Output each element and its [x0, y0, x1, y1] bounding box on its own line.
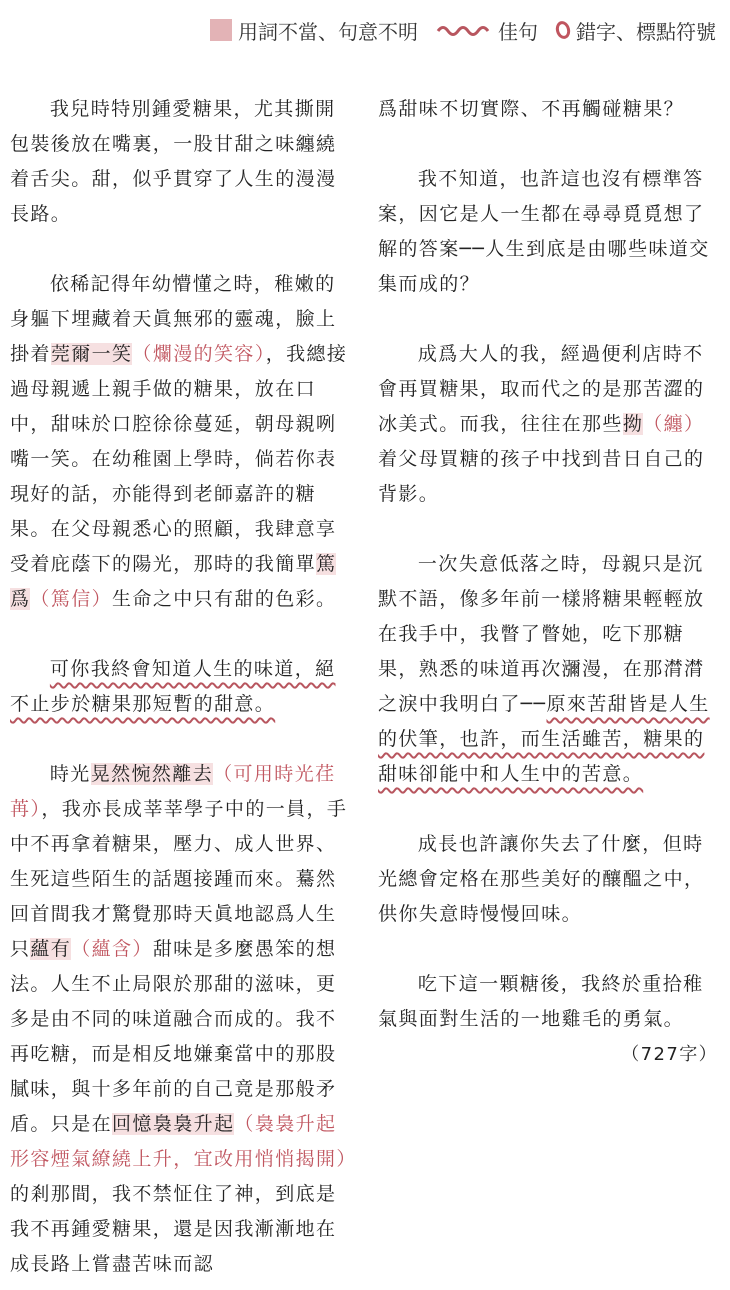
flagged-phrase: 篤爲: [10, 553, 337, 610]
legend-good-label: 佳句: [498, 19, 538, 44]
text: 成爲大人的我，經過便利店時不會再買糖果，取而代之的是那苦澀的冰美式。而我，往往在那些: [378, 343, 705, 435]
circle-mark-icon: [554, 19, 572, 40]
word-count: （727字）: [621, 1044, 718, 1065]
good-sentence: 原來苦甜皆是人生的伏筆，也許，而生活雖苦，糖果的甜味卻能中和人生中的苦意。: [378, 693, 710, 785]
legend-typo: [556, 16, 716, 45]
text: 甜味是多麼愚笨的想法。人生不止局限於那甜的滋味，更多是由不同的味道融合而成的。我不再吃糖，而是相反地嫌棄當中的那股膩味，與十多年前的自己竟是那般矛盾。只是在: [10, 938, 337, 1135]
text: 生命之中只有甜的色彩。: [112, 588, 337, 610]
highlight-swatch-icon: [210, 19, 232, 41]
wavy-line-icon: [436, 23, 492, 37]
flagged-phrase: 拗: [622, 413, 644, 435]
text: 着父母買糖的孩子中找到昔日自己的背影。: [378, 448, 705, 505]
text: 一次失意低落之時，母親只是沉默不語，像多年前一樣將糖果輕輕放在我手中，我瞥了瞥她，吃下那糖果，熟悉的味道再次瀰漫，在那潸潸之淚中我明白了──: [378, 553, 705, 715]
flagged-phrase: 晃然惋然離去: [90, 763, 214, 785]
paragraph-9: 吃下這一顆糖後，我終於重拾稚氣與面對生活的一地雞毛的勇氣。: [378, 973, 704, 1030]
text: ，我亦長成莘莘學子中的一員，手中不再拿着糖果，壓力、成人世界、生死這些陌生的話題接踵而來。驀然回首間我才驚覺那時天眞地認爲人生只: [10, 798, 348, 960]
legend-typo-label: 錯字、標點符號: [576, 19, 716, 44]
correction-note: （裊裊升起形容煙氣繚繞上升，宜改用悄悄揭開）: [10, 1113, 357, 1170]
correction-note: （纏）: [643, 413, 705, 435]
correction-note: （蘊含）: [71, 938, 153, 960]
legend-misuse: [210, 16, 418, 45]
text: ，我總接過母親遞上親手做的糖果，放在口中，甜味於口腔徐徐蔓延，朝母親咧嘴一笑。在幼稚園上學時，倘若你表現好的話，亦能得到老師嘉許的糖果。在父母親悉心的照顧，我肆意享受着庇蔭下的陽光，那時的我簡單: [10, 343, 348, 575]
correction-note: （篤信）: [30, 588, 113, 610]
paragraph-5: 我不知道，也許這也沒有標準答案，因它是人一生都在尋尋覓覓想了解的答案──人生到底是由哪些味道交集而成的？: [378, 168, 710, 295]
legend-good: [436, 16, 538, 45]
text: 時光: [49, 763, 91, 785]
paragraph-2: [10, 267, 352, 617]
text: 依稀記得年幼懵懂之時，稚嫩的身軀下埋藏着天眞無邪的靈魂，臉上掛着: [10, 273, 337, 365]
good-sentence: 可你我終會知道人生的味道，絕不止步於糖果那短暫的甜意。: [10, 658, 336, 715]
paragraph-6: [378, 337, 718, 512]
text: 的剎那間，我不禁怔住了神，到底是我不再鍾愛糖果，還是因我漸漸地在成長路上嘗盡苦味而認: [10, 1183, 337, 1275]
right-column: [378, 92, 718, 1072]
left-column: [10, 92, 357, 1282]
flagged-phrase: 蘊有: [30, 938, 72, 960]
paragraph-4: [10, 757, 357, 1282]
correction-note: （爛漫的笑容）: [132, 343, 266, 365]
paragraph-3-good-sentence: [10, 652, 352, 722]
legend-misuse-label: 用詞不當、句意不明: [238, 19, 418, 44]
correction-note: （可用時光荏苒）: [10, 763, 336, 820]
paragraph-8: 成長也許讓你失去了什麼，但時光總會定格在那些美好的釀醞之中，供你失意時慢慢回味。: [378, 833, 705, 925]
legend: [210, 14, 716, 46]
paragraph-7: [378, 547, 718, 792]
paragraph-continued: 爲甜味不切實際、不再觸碰糖果？: [378, 98, 685, 120]
paragraph-1: 我兒時特別鍾愛糖果，尤其撕開包裝後放在嘴裏，一股甘甜之味纏繞着舌尖。甜，似乎貫穿了人生的漫漫長路。: [10, 98, 337, 225]
flagged-phrase: 莞爾一笑: [50, 343, 133, 365]
flagged-phrase: 回憶裊裊升起: [112, 1113, 235, 1135]
